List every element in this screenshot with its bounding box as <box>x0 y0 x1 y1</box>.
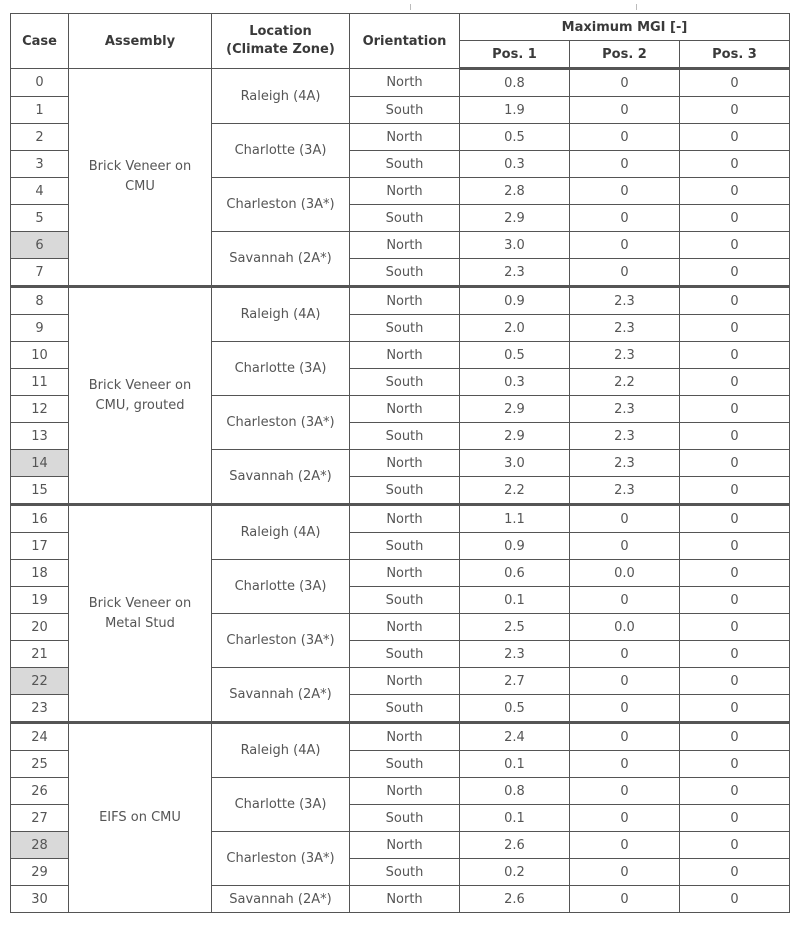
case-cell: 7 <box>11 259 69 287</box>
header-location <box>212 14 350 69</box>
pos3-cell: 0 <box>680 859 790 886</box>
pos1-cell: 2.4 <box>460 723 570 751</box>
orientation-cell: South <box>350 751 460 778</box>
pos3-cell: 0 <box>680 695 790 723</box>
pos3-cell: 0 <box>680 178 790 205</box>
assembly-cell: Brick Veneer on Metal Stud <box>69 505 212 723</box>
location-cell: Charleston (3A*) <box>212 396 350 450</box>
orientation-cell: North <box>350 505 460 533</box>
case-cell: 22 <box>11 668 69 695</box>
pos3-cell: 0 <box>680 778 790 805</box>
pos1-cell: 3.0 <box>460 450 570 477</box>
orientation-cell: South <box>350 859 460 886</box>
pos2-cell: 2.3 <box>570 477 680 505</box>
location-cell: Charleston (3A*) <box>212 614 350 668</box>
pos3-cell: 0 <box>680 97 790 124</box>
header-assembly: Assembly <box>69 14 212 69</box>
orientation-cell: South <box>350 587 460 614</box>
orientation-cell: North <box>350 832 460 859</box>
pos3-cell: 0 <box>680 533 790 560</box>
pos1-cell: 2.9 <box>460 396 570 423</box>
pos2-cell: 2.3 <box>570 287 680 315</box>
case-cell: 27 <box>11 805 69 832</box>
location-cell: Charleston (3A*) <box>212 832 350 886</box>
pos1-cell: 3.0 <box>460 232 570 259</box>
pos3-cell: 0 <box>680 151 790 178</box>
table-row <box>11 505 790 533</box>
pos1-cell: 2.5 <box>460 614 570 641</box>
pos2-cell: 0 <box>570 859 680 886</box>
orientation-cell: North <box>350 723 460 751</box>
top-edge-mark <box>410 4 411 10</box>
pos3-cell: 0 <box>680 396 790 423</box>
location-cell: Charlotte (3A) <box>212 342 350 396</box>
orientation-cell: South <box>350 259 460 287</box>
location-cell: Raleigh (4A) <box>212 723 350 778</box>
mgi-results-table <box>10 13 790 913</box>
orientation-cell: North <box>350 886 460 913</box>
orientation-cell: South <box>350 205 460 232</box>
case-cell: 26 <box>11 778 69 805</box>
pos3-cell: 0 <box>680 124 790 151</box>
pos1-cell: 0.8 <box>460 69 570 97</box>
pos1-cell: 0.2 <box>460 859 570 886</box>
orientation-cell: South <box>350 805 460 832</box>
pos1-cell: 1.9 <box>460 97 570 124</box>
pos3-cell: 0 <box>680 423 790 450</box>
pos3-cell: 0 <box>680 505 790 533</box>
pos3-cell: 0 <box>680 259 790 287</box>
pos1-cell: 0.6 <box>460 560 570 587</box>
location-cell: Raleigh (4A) <box>212 69 350 124</box>
pos1-cell: 0.8 <box>460 778 570 805</box>
case-cell: 4 <box>11 178 69 205</box>
pos2-cell: 0 <box>570 805 680 832</box>
pos3-cell: 0 <box>680 886 790 913</box>
orientation-cell: North <box>350 342 460 369</box>
pos1-cell: 0.3 <box>460 369 570 396</box>
case-cell: 0 <box>11 69 69 97</box>
location-cell: Charleston (3A*) <box>212 178 350 232</box>
case-cell: 1 <box>11 97 69 124</box>
case-cell: 16 <box>11 505 69 533</box>
pos3-cell: 0 <box>680 287 790 315</box>
orientation-cell: South <box>350 477 460 505</box>
pos3-cell: 0 <box>680 723 790 751</box>
case-cell: 23 <box>11 695 69 723</box>
pos2-cell: 0 <box>570 259 680 287</box>
location-cell: Savannah (2A*) <box>212 232 350 287</box>
pos2-cell: 0 <box>570 641 680 668</box>
case-cell: 25 <box>11 751 69 778</box>
orientation-cell: North <box>350 178 460 205</box>
case-cell: 2 <box>11 124 69 151</box>
pos1-cell: 0.5 <box>460 695 570 723</box>
orientation-cell: North <box>350 124 460 151</box>
case-cell: 29 <box>11 859 69 886</box>
table-row <box>11 287 790 315</box>
pos3-cell: 0 <box>680 805 790 832</box>
orientation-cell: South <box>350 369 460 396</box>
orientation-cell: South <box>350 151 460 178</box>
pos2-cell: 0 <box>570 668 680 695</box>
pos3-cell: 0 <box>680 342 790 369</box>
pos1-cell: 2.2 <box>460 477 570 505</box>
pos2-cell: 0 <box>570 178 680 205</box>
case-cell: 11 <box>11 369 69 396</box>
pos1-cell: 2.3 <box>460 641 570 668</box>
case-cell: 10 <box>11 342 69 369</box>
case-cell: 28 <box>11 832 69 859</box>
pos3-cell: 0 <box>680 560 790 587</box>
case-cell: 6 <box>11 232 69 259</box>
orientation-cell: North <box>350 69 460 97</box>
orientation-cell: South <box>350 695 460 723</box>
pos1-cell: 0.5 <box>460 342 570 369</box>
case-cell: 15 <box>11 477 69 505</box>
pos2-cell: 0 <box>570 832 680 859</box>
location-cell: Savannah (2A*) <box>212 668 350 723</box>
header-location-line1: Location <box>249 24 312 39</box>
pos2-cell: 0 <box>570 751 680 778</box>
pos1-cell: 2.6 <box>460 832 570 859</box>
pos1-cell: 2.0 <box>460 315 570 342</box>
case-cell: 30 <box>11 886 69 913</box>
pos3-cell: 0 <box>680 751 790 778</box>
pos2-cell: 0 <box>570 124 680 151</box>
pos1-cell: 0.9 <box>460 533 570 560</box>
location-cell: Charlotte (3A) <box>212 124 350 178</box>
case-cell: 20 <box>11 614 69 641</box>
pos2-cell: 2.3 <box>570 423 680 450</box>
table-row <box>11 723 790 751</box>
table-header <box>11 14 790 69</box>
pos2-cell: 2.3 <box>570 342 680 369</box>
case-cell: 19 <box>11 587 69 614</box>
pos1-cell: 2.9 <box>460 205 570 232</box>
case-cell: 9 <box>11 315 69 342</box>
orientation-cell: South <box>350 423 460 450</box>
case-cell: 17 <box>11 533 69 560</box>
pos1-cell: 1.1 <box>460 505 570 533</box>
pos1-cell: 0.1 <box>460 751 570 778</box>
pos2-cell: 0 <box>570 205 680 232</box>
pos3-cell: 0 <box>680 369 790 396</box>
case-cell: 14 <box>11 450 69 477</box>
case-cell: 13 <box>11 423 69 450</box>
orientation-cell: North <box>350 778 460 805</box>
location-cell: Raleigh (4A) <box>212 287 350 342</box>
location-cell: Savannah (2A*) <box>212 450 350 505</box>
pos2-cell: 2.3 <box>570 315 680 342</box>
pos2-cell: 0 <box>570 97 680 124</box>
location-cell: Charlotte (3A) <box>212 560 350 614</box>
orientation-cell: South <box>350 641 460 668</box>
pos3-cell: 0 <box>680 315 790 342</box>
table-row <box>11 69 790 97</box>
assembly-cell: Brick Veneer on CMU <box>69 69 212 287</box>
pos1-cell: 0.3 <box>460 151 570 178</box>
pos2-cell: 0 <box>570 695 680 723</box>
case-cell: 24 <box>11 723 69 751</box>
orientation-cell: North <box>350 232 460 259</box>
header-pos2: Pos. 2 <box>570 41 680 69</box>
pos3-cell: 0 <box>680 205 790 232</box>
assembly-cell: EIFS on CMU <box>69 723 212 913</box>
pos2-cell: 0 <box>570 505 680 533</box>
orientation-cell: South <box>350 97 460 124</box>
location-cell: Savannah (2A*) <box>212 886 350 913</box>
pos2-cell: 0 <box>570 587 680 614</box>
pos1-cell: 0.9 <box>460 287 570 315</box>
pos1-cell: 2.3 <box>460 259 570 287</box>
top-edge-mark <box>636 4 637 10</box>
pos3-cell: 0 <box>680 69 790 97</box>
pos2-cell: 0 <box>570 886 680 913</box>
pos2-cell: 0 <box>570 232 680 259</box>
orientation-cell: South <box>350 315 460 342</box>
pos1-cell: 0.1 <box>460 587 570 614</box>
header-max-mgi: Maximum MGI [-] <box>460 14 790 41</box>
case-cell: 8 <box>11 287 69 315</box>
orientation-cell: North <box>350 287 460 315</box>
pos3-cell: 0 <box>680 587 790 614</box>
pos2-cell: 0.0 <box>570 614 680 641</box>
pos2-cell: 0 <box>570 69 680 97</box>
pos2-cell: 0 <box>570 723 680 751</box>
header-orientation: Orientation <box>350 14 460 69</box>
header-pos1: Pos. 1 <box>460 41 570 69</box>
pos3-cell: 0 <box>680 614 790 641</box>
pos2-cell: 0 <box>570 151 680 178</box>
location-cell: Charlotte (3A) <box>212 778 350 832</box>
pos3-cell: 0 <box>680 641 790 668</box>
pos3-cell: 0 <box>680 832 790 859</box>
pos3-cell: 0 <box>680 232 790 259</box>
table-body <box>11 69 790 913</box>
pos2-cell: 0 <box>570 778 680 805</box>
orientation-cell: North <box>350 668 460 695</box>
pos2-cell: 2.3 <box>570 396 680 423</box>
pos2-cell: 0.0 <box>570 560 680 587</box>
orientation-cell: North <box>350 450 460 477</box>
orientation-cell: North <box>350 614 460 641</box>
pos1-cell: 2.8 <box>460 178 570 205</box>
pos2-cell: 2.2 <box>570 369 680 396</box>
pos2-cell: 0 <box>570 533 680 560</box>
pos1-cell: 2.7 <box>460 668 570 695</box>
assembly-cell: Brick Veneer on CMU, grouted <box>69 287 212 505</box>
location-cell: Raleigh (4A) <box>212 505 350 560</box>
case-cell: 3 <box>11 151 69 178</box>
orientation-cell: South <box>350 533 460 560</box>
header-location-line2: (Climate Zone) <box>226 42 335 57</box>
case-cell: 12 <box>11 396 69 423</box>
pos3-cell: 0 <box>680 668 790 695</box>
case-cell: 21 <box>11 641 69 668</box>
case-cell: 5 <box>11 205 69 232</box>
orientation-cell: North <box>350 396 460 423</box>
pos1-cell: 0.1 <box>460 805 570 832</box>
pos3-cell: 0 <box>680 477 790 505</box>
pos1-cell: 2.6 <box>460 886 570 913</box>
pos3-cell: 0 <box>680 450 790 477</box>
orientation-cell: North <box>350 560 460 587</box>
pos2-cell: 2.3 <box>570 450 680 477</box>
pos1-cell: 2.9 <box>460 423 570 450</box>
header-case: Case <box>11 14 69 69</box>
pos1-cell: 0.5 <box>460 124 570 151</box>
case-cell: 18 <box>11 560 69 587</box>
header-pos3: Pos. 3 <box>680 41 790 69</box>
